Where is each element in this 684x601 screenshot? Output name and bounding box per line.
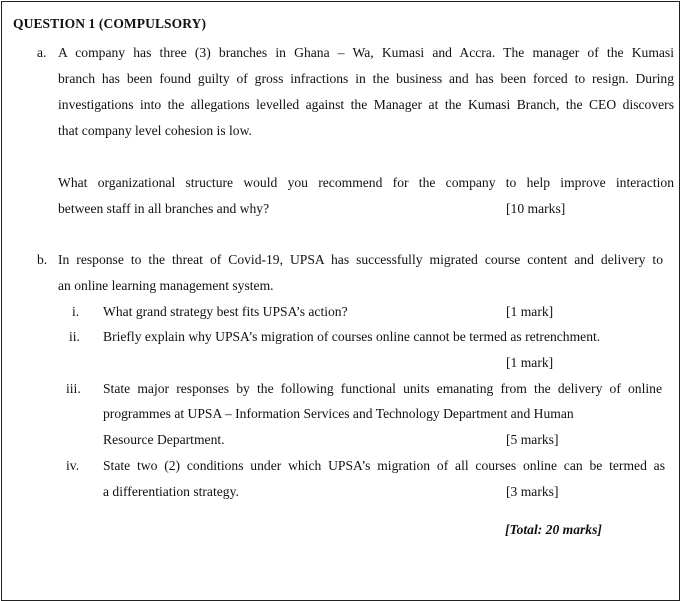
total-marks: [Total: 20 marks] [505,522,602,537]
item-i-label: i. [72,304,80,319]
part-a-line-4: that company level cohesion is low. [58,123,252,138]
question-frame [1,1,680,601]
item-i-line-1: What grand strategy best fits UPSA’s action? [103,304,348,319]
item-iii-line-1: State major responses by the following functional units emanating from the delivery of online [103,381,662,396]
part-a-question-line-1: What organizational structure would you recommend for the company to help improve interaction [58,175,674,190]
part-a-line-3: investigations into the allegations levelled against the Manager at the Kumasi Branch, the CEO discovers [58,97,674,112]
part-a-marks: [10 marks] [506,201,566,216]
part-b-line-1: In response to the threat of Covid-19, UPSA has successfully migrated course content and delivery to [58,252,663,267]
part-a-line-1: A company has three (3) branches in Ghana – Wa, Kumasi and Accra. The manager of the Kumasi [58,45,674,60]
question-heading: QUESTION 1 (COMPULSORY) [13,16,207,31]
part-b-line-2: an online learning management system. [58,278,274,293]
item-iii-line-3: Resource Department. [103,432,225,447]
item-iv-line-1: State two (2) conditions under which UPSA’s migration of all courses online can be termed as [103,458,665,473]
part-b-label: b. [37,252,48,267]
item-iii-marks: [5 marks] [506,432,559,447]
item-ii-label: ii. [69,329,80,344]
item-iv-marks: [3 marks] [506,484,559,499]
item-iii-line-2: programmes at UPSA – Information Services and Technology Department and Human [103,406,574,421]
item-ii-line-1: Briefly explain why UPSA’s migration of courses online cannot be termed as retrenchment. [103,329,601,344]
part-a-question-line-2: between staff in all branches and why? [58,201,270,216]
part-a-line-2: branch has been found guilty of gross infractions in the business and has been forced to resign. During [58,71,674,86]
item-iii-label: iii. [66,381,81,396]
item-i-marks: [1 mark] [506,304,554,319]
item-iv-label: iv. [66,458,80,473]
part-a-label: a. [37,45,47,60]
item-ii-marks: [1 mark] [506,355,554,370]
item-iv-line-2: a differentiation strategy. [103,484,239,499]
